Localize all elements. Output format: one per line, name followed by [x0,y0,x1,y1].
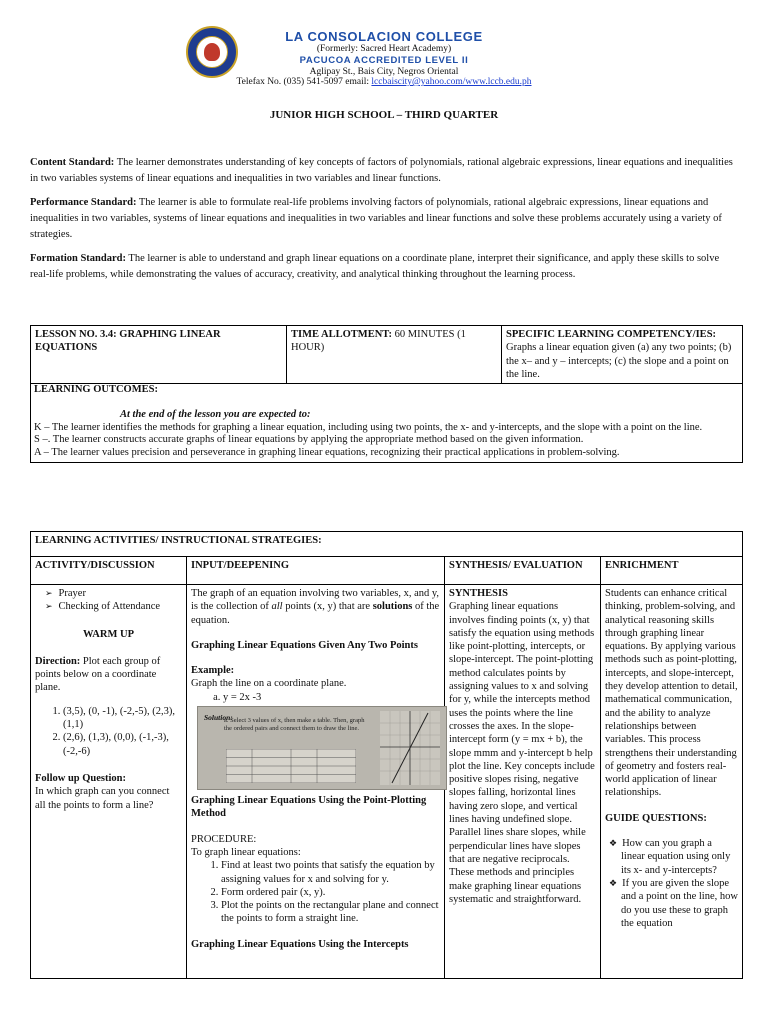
guide-questions-list [605,837,738,930]
synthesis-heading: SYNTHESIS [449,588,508,599]
procedure-label: PROCEDURE: [191,833,257,845]
telefax-text: Telefax No. (035) 541-5097 email: [236,77,372,87]
list-item: ➢ Checking of Attendance [45,600,182,613]
school-header [0,0,768,95]
outcome-knowledge: K – The learner identifies the methods for graphing a linear equation, including using two points, the x- and y-intercepts, and the slope with a point on the line. [34,421,703,433]
list-item: a. y = 2x -3 [223,691,440,704]
solution-label: Solution: [204,713,233,723]
email-link[interactable]: lccbaiscity@yahoo.com/www.lccb.edu.ph [371,77,532,87]
list-item: 2. (2,6), (1,3), (0,0), (-1,-3), (-2,-6) [63,731,182,758]
list-item: 3. Plot the points on the rectangular plane and connect the points to form a straight line. [221,899,440,926]
direction-text: Plot each group of points below on a coordinate plane. [35,655,161,694]
outcomes-intro: At the end of the lesson you are expected to: [120,408,311,420]
learning-outcomes-cell [31,384,743,463]
solution-graph-icon [380,711,440,785]
section-heading-point-plotting: Graphing Linear Equations Using the Point-Plotting Method [191,795,427,820]
accreditation-line: PACUCOA ACCREDITED LEVEL II [299,55,469,66]
time-allotment-value: 60 MINUTES (1 HOUR) [291,329,466,354]
definition-emphasis: solutions [372,601,413,613]
list-item: ❖ How can you graph a linear equation using only its x- and y-intercepts? [621,837,738,877]
lesson-table [30,325,743,463]
input-column [187,585,445,979]
point-groups-list [35,705,182,758]
direction-label: Direction: [35,655,81,667]
graph-definition [191,587,440,627]
college-former-name: (Formerly: Sacred Heart Academy) [316,44,452,54]
definition-emphasis: all [271,601,283,613]
time-allotment-label: TIME ALLOTMENT: [291,329,393,340]
activities-title: LEARNING ACTIVITIES/ INSTRUCTIONAL STRATEGIES: [31,532,743,557]
followup-label: Follow up Question: [35,772,127,784]
enrichment-text: Students can enhance critical thinking, problem-solving, and analytical reasoning skills through graphing linear equations. By applying various methods such as point-plotting, intercepts, and slope-intercept, they develop attention to detail, mathematical communication, and the ability to analyze relationships between variables. This process strengthens their understanding of geometry and fosters real-world application of linear relationships. [605,588,738,799]
warmup-heading: WARM UP [82,628,135,640]
col-header-activity: ACTIVITY/DISCUSSION [31,557,187,585]
example-label: Example: [191,665,235,677]
followup-text: In which graph can you connect all the points to form a line? [35,786,170,811]
definition-part: points (x, y) that are [282,601,373,613]
competency-text: Graphs a linear equation given (a) any two points; (b) the x– and y – intercepts; (c) the slope and a point on the line. [506,342,732,380]
section-heading-two-points: Graphing Linear Equations Given Any Two Points [191,639,418,651]
list-item: ❖ If you are given the slope and a point on the line, how do you use these to graph the equation [621,877,738,930]
opening-list [35,587,182,614]
col-header-synthesis: SYNTHESIS/ EVALUATION [445,557,601,585]
definition-part: The graph of an equation involving two variables, x, and y, is the collection of [191,588,440,613]
time-allotment [287,326,502,384]
outcome-skills: S –. The learner constructs accurate graphs of linear equations by applying the appropriate method based on the given information. [34,434,584,446]
college-address: Aglipay St., Bais City, Negros Oriental [309,67,459,77]
solution-text: a. Select 3 values of x, then make a table. Then, graph the ordered pairs and connect them to draw the line. [224,717,365,732]
list-item: ➢ Prayer [45,587,182,600]
activities-table [30,531,743,979]
direction-paragraph [35,655,182,695]
section-heading-intercepts: Graphing Linear Equations Using the Intercepts [191,938,409,950]
solution-table-graphic [226,749,356,783]
synthesis-column [445,585,601,979]
enrichment-column [601,585,743,979]
example-list [191,691,440,704]
competency-cell [502,326,743,384]
content-standard-text: The learner demonstrates understanding of key concepts of factors of polynomials, rational algebraic expressions, linear equations and inequalities in two variables systems of linear equations and inequalities in two variables and linear functions. [30,157,733,184]
quarter-title: JUNIOR HIGH SCHOOL – THIRD QUARTER [269,109,499,121]
col-header-input: INPUT/DEEPENING [187,557,445,585]
competency-label: SPECIFIC LEARNING COMPETENCY/IES: [506,329,717,340]
college-name: LA CONSOLACION COLLEGE [285,29,483,44]
col-header-enrichment: ENRICHMENT [601,557,743,585]
contact-line [0,77,768,87]
formation-standard-label: Formation Standard: [30,253,126,264]
procedure-steps [191,859,440,925]
performance-standard [30,195,740,243]
formation-standard-text: The learner is able to understand and graph linear equations on a coordinate plane, interpret their significance, and apply these skills to solve real-life problems, while demonstrating the values of accuracy, creativity, and analytical thinking throughout the learning process. [30,253,720,280]
list-item: 1. Find at least two points that satisfy the equation by assigning values for x and solving for y. [221,859,440,886]
learning-outcomes-label: LEARNING OUTCOMES: [34,384,158,396]
performance-standard-label: Performance Standard: [30,197,137,208]
lesson-number: LESSON NO. 3.4: GRAPHING LINEAR EQUATIONS [31,326,287,384]
outcome-attitude: A – The learner values precision and perseverance in graphing linear equations, recognizing their practical applications in problem-solving. [34,447,620,458]
content-standard [30,155,740,187]
procedure-intro: To graph linear equations: [191,846,301,858]
formation-standard [30,251,740,283]
example-text: Graph the line on a coordinate plane. [191,678,347,690]
synthesis-text: Graphing linear equations involves finding points (x, y) that satisfy the equation using methods like point-plotting, intercepts, or slope-intercept. The point-plotting method calculates points by assigning values to x and solving for y, while the intercepts method uses the points where the line crosses the axes. In the slope-intercept form (y = mx + b), the slope mmm and y-intercept b help plot the line. Key concepts include positive slopes rising, negative slopes falling, horizontal lines having zero slope, and vertical lines having undefined slope. Parallel lines share slopes, while perpendicular lines have slopes that are negative reciprocals. These methods and principles make graphing linear equations systematic and straightforward. [449,601,595,905]
list-item: 1. (3,5), (0, -1), (-2,-5), (2,3), (1,1) [63,705,182,732]
content-standard-label: Content Standard: [30,157,115,168]
activity-column [31,585,187,979]
definition-part: of the equation. [191,601,440,626]
list-item: 2. Form ordered pair (x, y). [221,886,440,899]
guide-questions-label: GUIDE QUESTIONS: [605,812,707,824]
solution-image [197,706,447,790]
performance-standard-text: The learner is able to formulate real-life problems involving factors of polynomials, rational algebraic expressions, linear equations and inequalities in two variables, systems of linear equations and inequalities in two variables and linear functions and solve these problems accurately using a variety of strategies. [30,197,722,240]
